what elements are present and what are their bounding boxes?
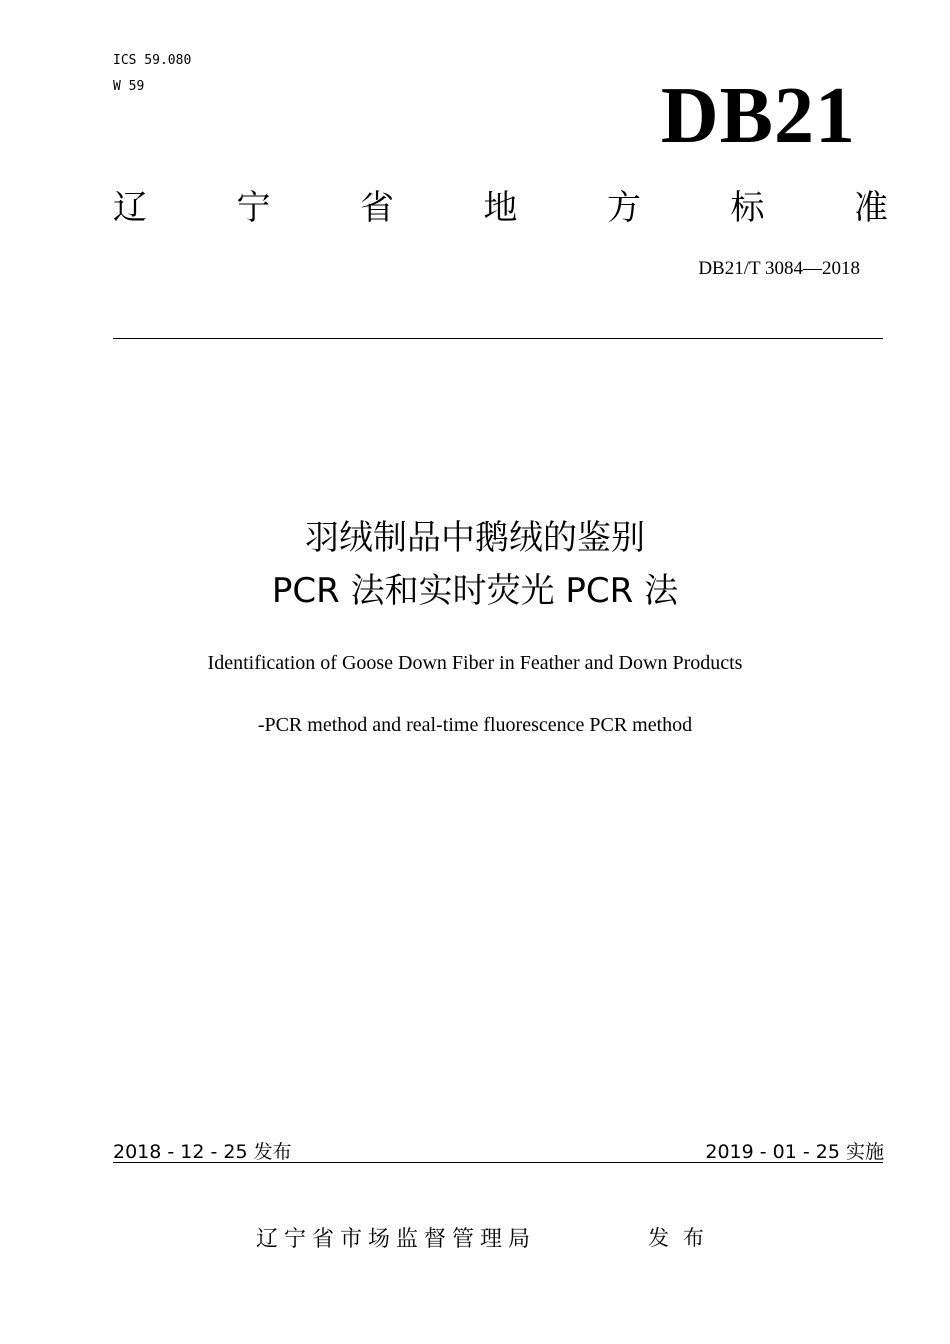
release-date: 2018 - 12 - 25 发布 bbox=[113, 1141, 292, 1163]
header-divider bbox=[113, 338, 883, 339]
issue-label: 发布 bbox=[648, 1226, 718, 1250]
standard-number: DB21/T 3084—2018 bbox=[698, 258, 860, 279]
chinese-title bbox=[0, 512, 950, 618]
standard-type-char: 辽 bbox=[113, 188, 147, 228]
implementation-date: 2019 - 01 - 25 实施 bbox=[705, 1141, 884, 1163]
standard-type-char: 省 bbox=[360, 188, 394, 228]
chinese-title-line2: PCR 法和实时荧光 PCR 法 bbox=[271, 571, 679, 611]
issuing-authority: 辽宁省市场监督管理局 bbox=[256, 1227, 537, 1252]
footer-divider bbox=[113, 1162, 883, 1163]
english-title-line1: Identification of Goose Down Fiber in Feather and Down Products bbox=[207, 652, 743, 674]
standard-type-char: 地 bbox=[483, 188, 518, 228]
chinese-title-line1: 羽绒制品中鹅绒的鉴别 bbox=[305, 518, 645, 558]
standard-type-char: 方 bbox=[607, 188, 641, 228]
classification-codes bbox=[113, 48, 191, 100]
standard-type-char: 宁 bbox=[236, 188, 271, 228]
standard-type-heading bbox=[113, 186, 888, 230]
standard-type-char: 标 bbox=[730, 188, 765, 228]
english-title-line2: -PCR method and real-time fluorescence PCR method bbox=[257, 714, 693, 736]
category-code: W 59 bbox=[113, 79, 145, 94]
standard-logo: DB21 bbox=[660, 72, 856, 160]
ics-code: ICS 59.080 bbox=[113, 53, 192, 68]
standard-type-char: 准 bbox=[854, 188, 888, 228]
